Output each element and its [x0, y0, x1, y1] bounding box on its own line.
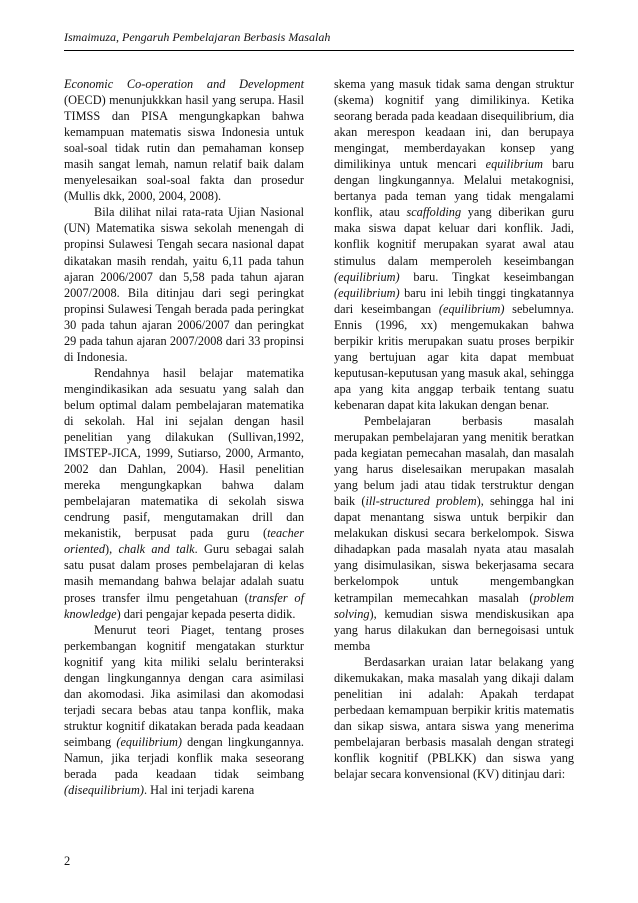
right-column — [334, 76, 574, 782]
text-run: baru ini lebih tinggi tingkatannya dari keseimbangan — [334, 285, 574, 316]
text-run: baru. Tingkat keseimbangan — [399, 269, 574, 284]
page-number: 2 — [64, 854, 71, 868]
text-run: ), kemudian siswa mendiskusikan apa yang harus dilakukan dan bernegoisasi untuk memba — [334, 606, 574, 653]
left-column — [64, 76, 304, 798]
italic-term: equilibrium — [485, 157, 544, 172]
header-rule — [64, 50, 574, 51]
paragraph-low-results — [64, 365, 304, 622]
italic-term: (equilibrium) — [334, 285, 400, 300]
text-run: ), — [104, 542, 119, 557]
text-run: ), sehingga hal ini dapat menantang siswa untuk berpikir dan melakukan diskusi secara berkelompok. Siswa dihadapkan pada masalah nyata atau masalah yang disimulasikan, siswa bekerjasama secara berkelompok untuk mengembangkan ketrampilan memecahkan masalah ( — [334, 494, 575, 605]
paragraph-un-scores: Bila dilihat nilai rata-rata Ujian Nasional (UN) Matematika siswa sekolah menengah di propinsi Sulawesi Tengah secara nasional dapat dikatakan masih rendah, yaitu 6,11 pada tahun ajaran 2006/2007 dan 5,58 pada tahun ajaran 2007/2008. Bila ditinjau dari segi peringkat propinsi Sulawesi Tengah berada pada peringkat 30 pada tahun ajaran 2006/2007 dan peringkat 29 pada tahun ajaran 2007/2008 dari 33 propinsi di Indonesia. — [64, 205, 304, 364]
text-run: skema yang masuk tidak sama dengan struktur (skema) kognitif yang dimilikinya. Ketika seorang berada pada keadaan disequilibrium, dia akan merespon keadaan ini, dan berupaya mengingat, memberdayakan konsep yang dimilikinya untuk mencari — [334, 77, 574, 172]
text-run: dengan lingkungannya. Namun, jika terjadi konflik maka seseorang berada pada keadaan tidak seimbang — [64, 734, 304, 782]
text-run: ) dari pengajar kepada peserta didik. — [116, 606, 296, 621]
text-run: Rendahnya hasil belajar matematika mengindikasikan ada sesuatu yang salah dan belum optimal dalam pembelajaran matematika di sekolah. Hal ini sejalan dengan hasil penelitian yang dilakukan (Sullivan,1992, IMSTEP-JICA, 1999, Sutiarso, 2000, Armanto, 2002 dan Dahlan, 2004). Hasil penelitian mereka mengungkapkan bahwa dalam pembelajaran matematika di sekolah siswa cendrung pasif, mengutamakan drill dan mekanistik, berpusat pada guru ( — [64, 365, 304, 541]
italic-term: chalk and talk — [118, 542, 195, 557]
text-run: . Guru sebagai salah satu pusat dalam proses pembelajaran di kelas masih memandang bahwa belajar adalah suatu proses transfer ilmu pengetahuan ( — [64, 542, 304, 605]
italic-term: scaffolding — [406, 205, 462, 220]
text-run: Menurut teori Piaget, tentang proses perkembangan kognitif mengatakan sturktur kognitif yang kita miliki selalu berinteraksi dengan lingkungannya dengan cara asimilasi dan akomodasi. Jika asimilasi dan akomodasi terjadi secara bebas atau tanpa konflik, maka struktur kognitif dikatakan berada pada keadaan seimbang — [64, 622, 304, 749]
italic-term: transfer of knowledge — [64, 590, 304, 621]
text-run: baru dengan lingkungannya. Melalui metakognisi, bertanya pada teman yang tidak mengalami konflik, atau — [334, 157, 574, 220]
text-run: yang diberikan guru maka siswa dapat keluar dari konflik. Jadi, konflik kognitif merupakan syarat awal atau stimulus dalam memperoleh keseimbangan — [334, 205, 574, 268]
italic-term: teacher oriented — [64, 526, 304, 557]
italic-term: Economic Co-operation and Development — [64, 77, 304, 91]
italic-term: ill-structured problem — [365, 494, 477, 509]
paragraph-schema — [334, 76, 574, 413]
italic-term: (equilibrium) — [438, 301, 505, 316]
text-run: . Hal ini terjadi karena — [143, 783, 255, 798]
text-run: Pembelajaran berbasis masalah merupakan pembelajaran yang menitik beratkan pada kegiatan pemecahan masalah, dan masalah yang harus diselesaikan merupakan masalah yang belum jadi atau tidak terstruktur dengan baik ( — [334, 413, 574, 509]
text-run: (OECD) menunjukkkan hasil yang serupa. Hasil TIMSS dan PISA mengungkapkan bahwa kemampuan matematis siswa Indonesia untuk soal-soal tidak rutin dan pemahaman konsep masih sangat lemah, namun relatif baik dalam menyelesaikan soal-soal fakta dan prosedur (Mullis dkk, 2000, 2004, 2008). — [64, 93, 304, 204]
italic-term: (equilibrium) — [116, 734, 182, 749]
paragraph-pbl — [334, 413, 574, 654]
italic-term: (equilibrium) — [334, 269, 400, 284]
paragraph-oecd — [64, 76, 304, 204]
paragraph-research-question: Berdasarkan uraian latar belakang yang dikemukakan, maka masalah yang dikaji dalam penelitian ini adalah: Apakah terdapat perbedaan kemampuan berpikir kritis matematis dan sikap siswa, antara siswa yang menerima pembelajaran berbasis masalah dengan strategi konflik kognitif (PBLKK) dan siswa yang belajar secara konvensional (KV) ditinjau dari: — [334, 654, 574, 782]
italic-term: problem solving — [334, 590, 574, 621]
running-header: Ismaimuza, Pengaruh Pembelajaran Berbasis Masalah — [64, 30, 331, 44]
text-run: sebelumnya. Ennis (1996, xx) mengemukakan bahwa berpikir kritis merupakan suatu proses berpikir yang bertujuan agar kita dapat membuat keputusan-keputusan yang masuk akal, sehingga apa yang kita anggap terbaik tentang suatu kebenaran dapat kita lakukan dengan benar. — [334, 301, 574, 412]
italic-term: (disequilibrium) — [64, 783, 144, 798]
paragraph-piaget — [64, 622, 304, 799]
